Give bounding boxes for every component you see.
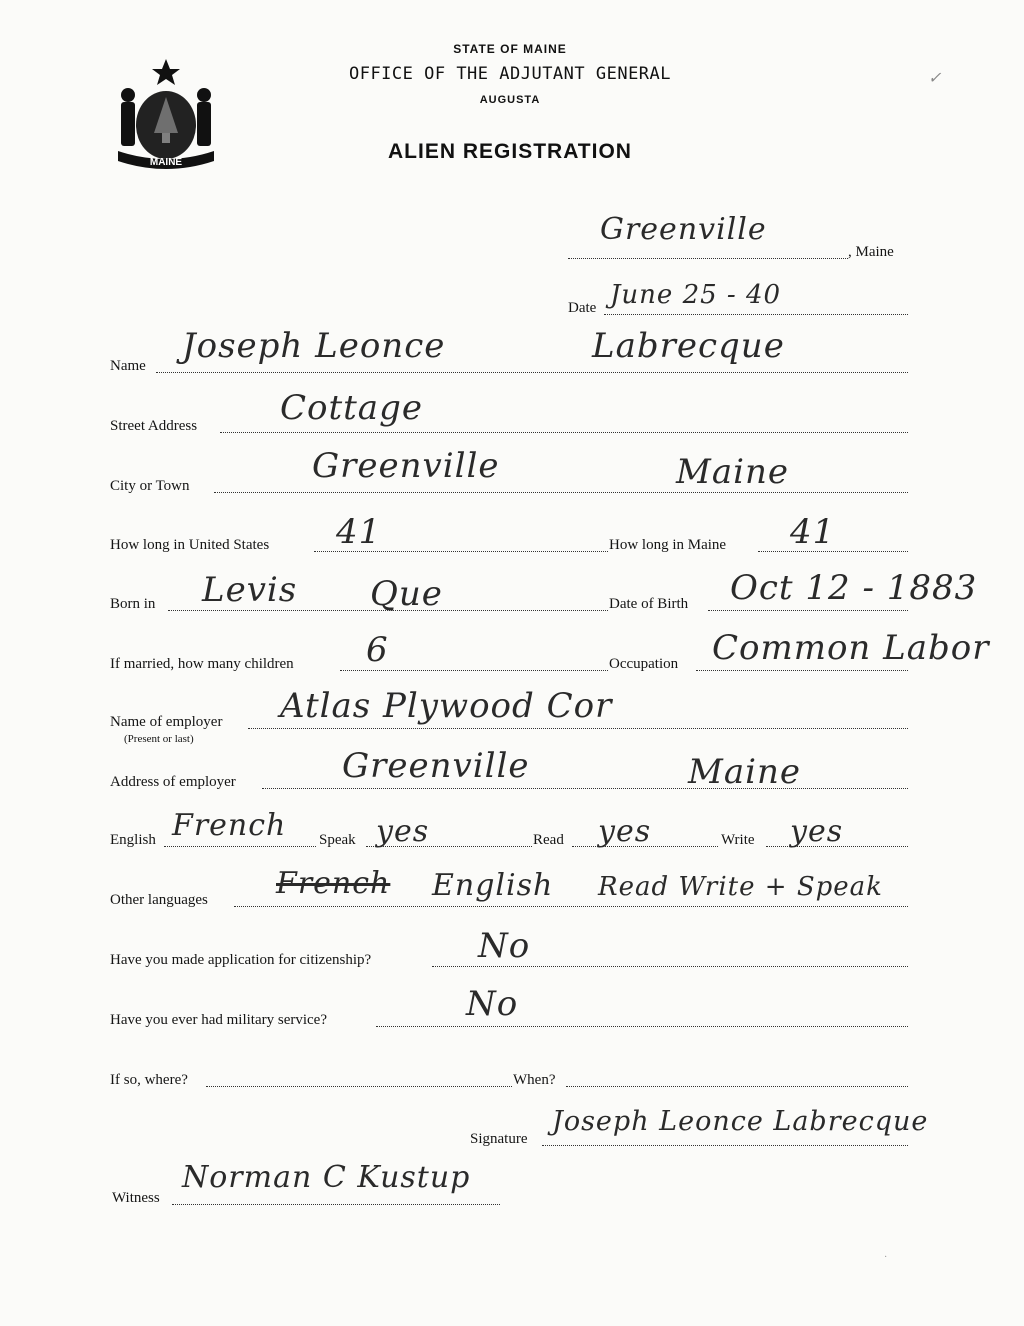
name-line (156, 372, 908, 373)
speak-label: Speak (319, 832, 356, 848)
when-label: When? (513, 1072, 556, 1088)
military-label: Have you ever had military service? (110, 1012, 327, 1028)
employer-city-value: Greenville (342, 746, 530, 786)
other-languages-label: Other languages (110, 892, 208, 908)
how-long-maine-value: 41 (790, 512, 836, 552)
if-so-where-line (206, 1086, 512, 1087)
other-language-2-value: English (432, 868, 554, 903)
employer-state-value: Maine (688, 752, 801, 792)
city-state-value: Maine (676, 452, 789, 492)
born-place-value: Levis (202, 570, 298, 610)
town-line (568, 258, 848, 259)
corner-mark: · (884, 1252, 888, 1263)
english-value: French (172, 808, 287, 843)
how-long-us-label: How long in United States (110, 537, 270, 553)
military-line (376, 1026, 908, 1027)
speak-value: yes (376, 814, 430, 849)
date-line (604, 314, 908, 315)
street-value: Cottage (280, 388, 423, 428)
signature-label: Signature (470, 1131, 528, 1147)
citizenship-label: Have you made application for citizenship? (110, 952, 372, 968)
citizenship-line (432, 966, 908, 967)
street-line (220, 432, 908, 433)
children-line (340, 670, 608, 671)
signature-line (542, 1145, 908, 1146)
maine-label: , Maine (848, 244, 894, 260)
employer-label: Name of employer (110, 714, 223, 730)
city-line (214, 492, 908, 493)
occupation-label: Occupation (609, 656, 679, 672)
date-label: Date (568, 300, 597, 316)
employer-value: Atlas Plywood Cor (280, 686, 613, 726)
employer-sublabel: (Present or last) (124, 733, 194, 745)
town-value: Greenville (600, 212, 767, 247)
employer-line (248, 728, 908, 729)
how-long-maine-label: How long in Maine (609, 537, 727, 553)
born-in-label: Born in (110, 596, 156, 612)
last-name-value: Labrecque (592, 326, 785, 366)
city-label: City or Town (110, 478, 190, 494)
dob-label: Date of Birth (609, 596, 689, 612)
other-language-1-value: French (276, 866, 391, 901)
dob-line (708, 610, 908, 611)
witness-label: Witness (112, 1190, 160, 1206)
header-state: STATE OF MAINE (453, 42, 567, 56)
employer-address-line (262, 788, 908, 789)
seal-banner-text: MAINE (149, 157, 183, 168)
english-label: English (110, 832, 156, 848)
write-value: yes (790, 814, 844, 849)
children-label: If married, how many children (110, 656, 294, 672)
first-name-value: Joseph Leonce (182, 326, 446, 366)
born-region-value: Que (370, 574, 443, 614)
english-line (164, 846, 316, 847)
occupation-value: Common Labor (712, 628, 990, 668)
form-title: ALIEN REGISTRATION (388, 140, 632, 163)
when-line (566, 1086, 908, 1087)
children-value: 6 (366, 630, 389, 670)
if-so-where-label: If so, where? (110, 1072, 188, 1088)
read-value: yes (598, 814, 652, 849)
dob-value: Oct 12 - 1883 (730, 568, 978, 608)
street-label: Street Address (110, 418, 198, 434)
header-city: AUGUSTA (479, 94, 541, 106)
citizenship-value: No (478, 926, 531, 966)
signature-value: Joseph Leonce Labrecque (552, 1106, 929, 1137)
witness-value: Norman C Kustup (182, 1160, 471, 1195)
occupation-line (696, 670, 908, 671)
military-value: No (466, 984, 519, 1024)
other-languages-line (234, 906, 908, 907)
date-value: June 25 - 40 (610, 280, 782, 310)
employer-address-label: Address of employer (110, 774, 236, 790)
maine-state-seal-icon (108, 55, 224, 177)
how-long-us-value: 41 (336, 512, 382, 552)
check-mark: ✓ (928, 68, 942, 87)
name-label: Name (110, 358, 146, 374)
write-label: Write (721, 832, 755, 848)
witness-line (172, 1204, 500, 1205)
other-language-3-value: Read Write + Speak (598, 872, 883, 902)
read-label: Read (533, 832, 564, 848)
city-value: Greenville (312, 446, 500, 486)
header-office: OFFICE OF THE ADJUTANT GENERAL (348, 64, 672, 84)
